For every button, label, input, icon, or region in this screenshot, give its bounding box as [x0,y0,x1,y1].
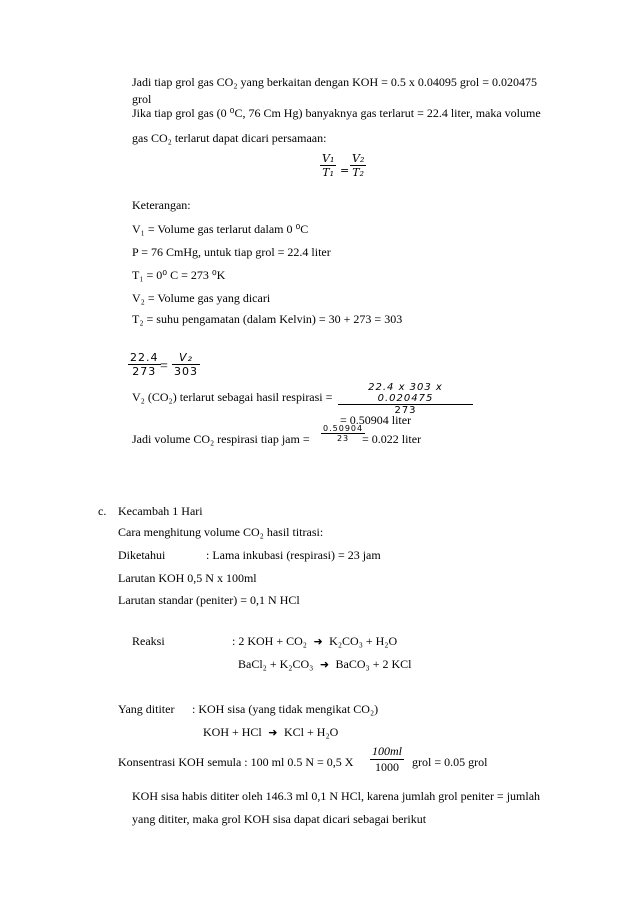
denominator: 23 [336,434,350,443]
text-line: grol [132,92,152,106]
keterangan-row: P = 76 CmHg, untuk tiap grol = 22.4 liter [132,245,331,259]
fraction-22-4-273 [128,351,161,378]
keterangan-row: V₂ = Volume gas yang dicari [132,291,271,305]
numerator: V₁ [322,152,335,165]
fraction-konsentrasi [370,744,404,775]
calc-label: V₂ (CO₂) terlarut sebagai hasil respirasi = [132,390,333,404]
reactants: KOH + HCl [203,725,262,739]
numerator: 22.4 x 303 x 0.020475 [338,382,473,405]
fraction-v2-t2 [350,152,366,179]
equals-sign: = [340,164,350,177]
numerator: V₂ [352,152,365,165]
numerator: 0.50904 [323,424,364,433]
keterangan-row: T₁ = 0⁰ C = 273 ⁰K [132,268,226,282]
products: BaCO₃ + 2 KCl [335,657,412,671]
keterangan-row: V₁ = Volume gas terlarut dalam 0 ⁰C [132,222,309,236]
diketahui-value: : Lama inkubasi (respirasi) = 23 jam [206,548,381,562]
numerator: 100ml [372,744,402,758]
jadi-result: = 0.022 liter [362,432,422,446]
diketahui-label: Diketahui [118,548,166,562]
reaksi-eq-2 [238,657,412,672]
reaksi-label: Reaksi [132,634,165,648]
text-line: Larutan standar (peniter) = 0,1 N HCl [118,593,300,607]
arrow-right-icon: ➜ [264,726,281,739]
denominator: T₁ [322,166,335,179]
reactants: : 2 KOH + CO₂ [232,634,307,648]
arrow-right-icon: ➜ [316,658,333,671]
text-line: Cara menghitung volume CO₂ hasil titrasi: [118,525,324,539]
section-label: c. [98,504,107,518]
denominator: 273 [132,365,157,378]
dititer-label: Yang dititer [118,702,175,716]
konsentrasi-label: Konsentrasi KOH semula : 100 ml 0.5 N = 0,5 X [118,755,354,769]
products: KCl + H₂O [284,725,339,739]
products: K₂CO₃ + H₂O [329,634,398,648]
dititer-value: : KOH sisa (yang tidak mengikat CO₂) [192,702,379,716]
jadi-label: Jadi volume CO₂ respirasi tiap jam = [132,432,310,446]
fraction-per-hour [321,424,365,443]
konsentrasi-result: grol = 0.05 grol [412,755,488,769]
text-line: KOH sisa habis dititer oleh 146.3 ml 0,1 N HCl, karena jumlah grol peniter = jumlah [132,789,541,803]
fraction-respirasi [338,382,473,416]
denominator: 1000 [375,760,399,774]
numerator: 22.4 [130,351,159,364]
dititer-eq [203,725,338,740]
equals-sign: = [160,359,168,374]
keterangan-row: T₂ = suhu pengamatan (dalam Kelvin) = 30 + 273 = 303 [132,312,403,326]
arrow-right-icon: ➜ [309,635,327,648]
reactants: BaCl₂ + K₂CO₃ [238,657,314,671]
reaksi-eq-1 [232,634,397,649]
text-line: Jika tiap grol gas (0 ⁰C, 76 Cm Hg) banyaknya gas terlarut = 22.4 liter, maka volume [132,106,541,120]
fraction-v2-303 [172,351,200,378]
numerator: V₂ [172,351,200,365]
denominator: 273 [394,405,417,416]
text-line: Jadi tiap grol gas CO₂ yang berkaitan dengan KOH = 0.5 x 0.04095 grol = 0.020475 [132,75,537,89]
text-line: gas CO₂ terlarut dapat dicari persamaan: [132,131,327,145]
denominator: 303 [174,365,198,378]
text-line: yang dititer, maka grol KOH sisa dapat dicari sebagai berikut [132,812,427,826]
calc-result: = 0.50904 liter [340,413,412,427]
section-title: Kecambah 1 Hari [118,504,203,518]
fraction-v1-t1 [320,152,336,179]
denominator: T₂ [352,166,365,179]
text-line: Larutan KOH 0,5 N x 100ml [118,571,257,585]
keterangan-title: Keterangan: [132,198,191,212]
